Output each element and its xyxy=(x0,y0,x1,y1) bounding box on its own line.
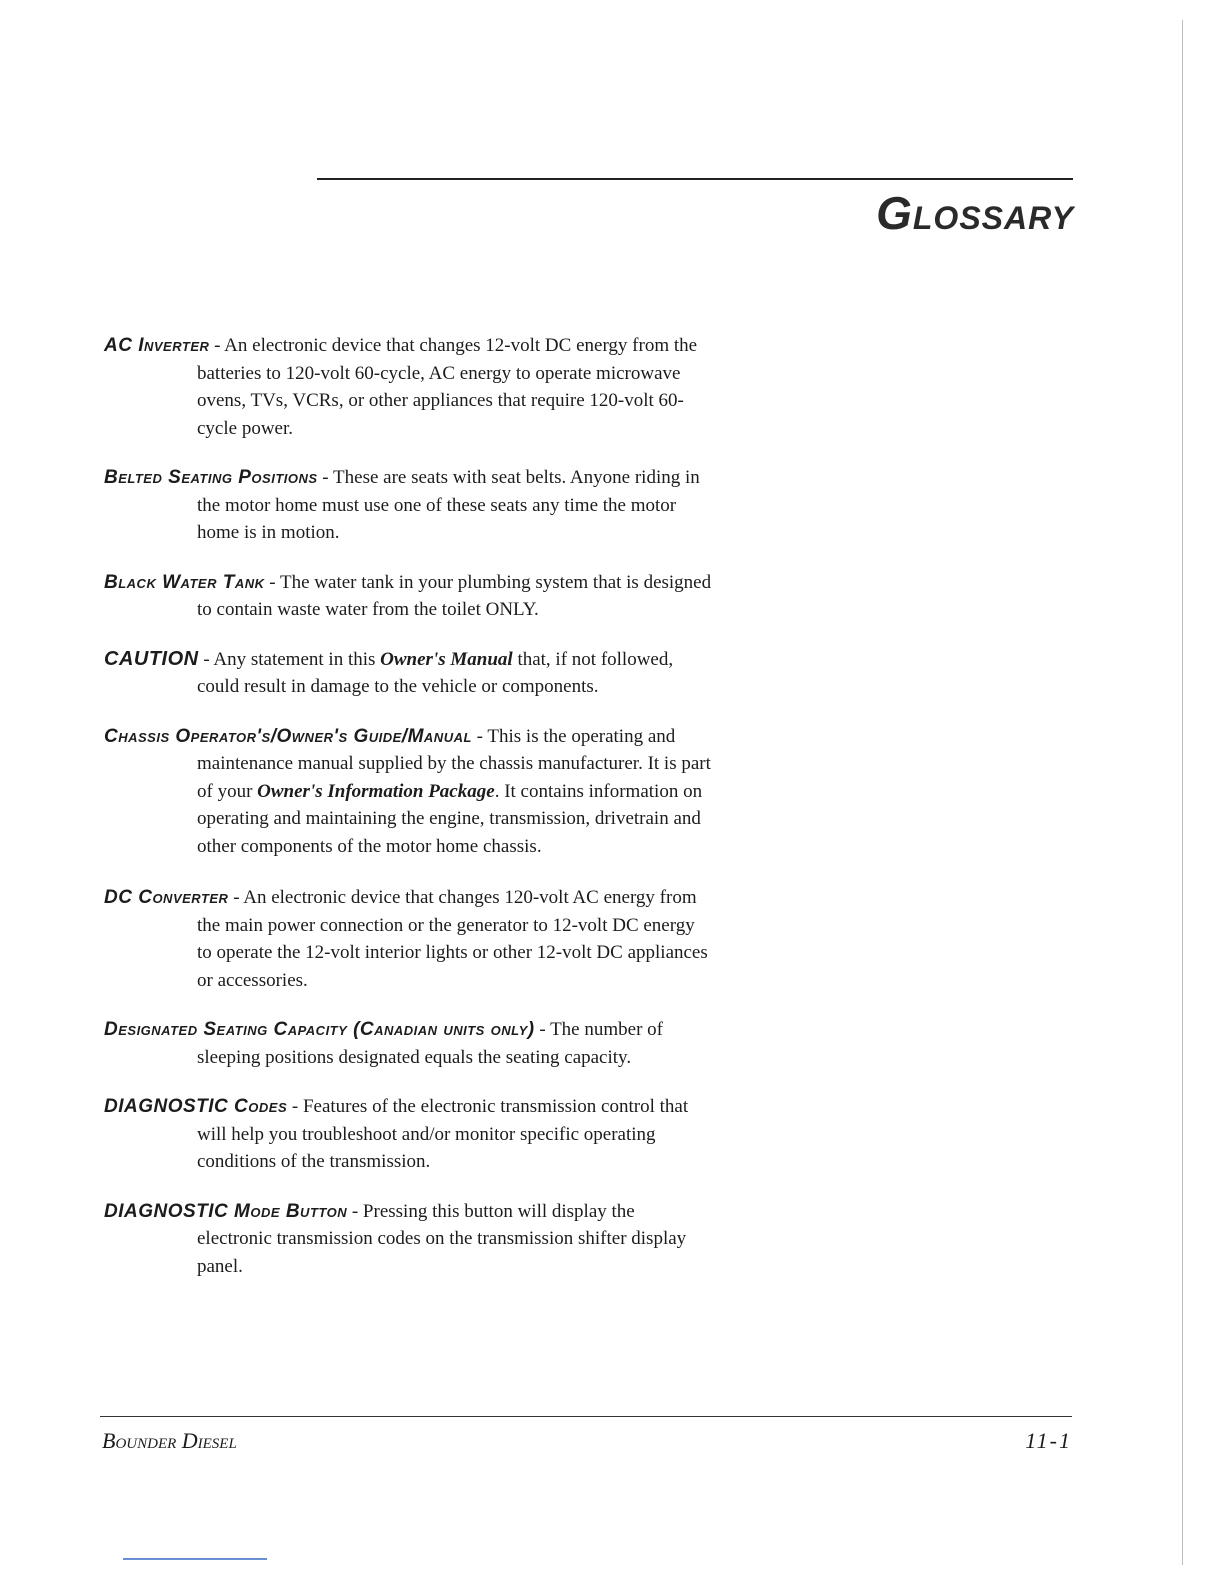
glossary-definition: . It contains information on operating and maintaining the engine, transmission, drivetrain and other components of the motor home chassis. xyxy=(197,780,703,857)
glossary-entry xyxy=(104,1016,714,1071)
title-rule xyxy=(317,178,1073,180)
term-separator: - xyxy=(198,648,214,670)
term-separator: - xyxy=(534,1019,551,1040)
book-title: Owner's Information Package xyxy=(257,780,495,802)
glossary-entry xyxy=(104,723,714,861)
glossary-list xyxy=(104,332,714,1280)
term-separator: - xyxy=(317,467,334,488)
glossary-definition: An electronic device that changes 120-volt AC energy from the main power connection or the generator to 12-volt DC energy to operate the 12-volt interior lights or other 12-volt DC appliances or accessories. xyxy=(197,887,708,991)
glossary-entry xyxy=(104,569,714,624)
footer-manual-name: Bounder Diesel xyxy=(102,1428,237,1453)
glossary-definition: The number of sleeping positions designated equals the seating capacity. xyxy=(197,1019,663,1068)
glossary-definition: These are seats with seat belts. Anyone riding in the motor home must use one of these seats any time the motor home is in motion. xyxy=(197,467,700,543)
glossary-definition: This is the operating and maintenance manual supplied by the chassis manufacturer. It is part of your xyxy=(197,725,711,802)
glossary-entry xyxy=(104,464,714,547)
glossary-definition: Features of the electronic transmission control that will help you troubleshoot and/or monitor specific operating conditions of the transmission. xyxy=(197,1096,689,1172)
glossary-term: Belted Seating Positions xyxy=(104,467,318,488)
glossary-definition: The water tank in your plumbing system that is designed to contain waste water from the toilet ONLY. xyxy=(197,571,712,620)
glossary-term: DIAGNOSTIC Codes xyxy=(104,1096,288,1117)
glossary-definition: Pressing this button will display the electronic transmission codes on the transmission shifter display panel. xyxy=(197,1200,687,1277)
glossary-term: DC Converter xyxy=(104,887,229,908)
glossary-entry xyxy=(104,332,714,442)
glossary-definition: Any statement in this xyxy=(213,648,381,670)
glossary-definition: An electronic device that changes 12-volt DC energy from the batteries to 120-volt 60-cycle, AC energy to operate microwave ovens, TVs, VCRs, or other appliances that require 120-volt 60-cycle power. xyxy=(197,335,698,439)
term-separator: - xyxy=(228,887,244,908)
book-title: Owner's Manual xyxy=(380,648,513,670)
glossary-entry xyxy=(104,884,714,994)
glossary-term: CAUTION xyxy=(104,647,199,670)
glossary-entry xyxy=(104,1198,714,1281)
scan-mark xyxy=(123,1558,267,1560)
footer-page-number: 11-1 xyxy=(1025,1428,1072,1453)
term-separator: - xyxy=(347,1200,363,1222)
scan-edge-line xyxy=(1182,20,1183,1565)
glossary-term: AC Inverter xyxy=(104,335,210,356)
term-separator: - xyxy=(287,1096,303,1117)
glossary-term: Black Water Tank xyxy=(104,571,265,593)
term-separator: - xyxy=(209,335,225,356)
page-title: Glossary xyxy=(876,187,1074,239)
glossary-term: Chassis Operator's/Owner's Guide/Manual xyxy=(104,725,472,747)
glossary-definition: that, if not followed, could result in damage to the vehicle or components. xyxy=(197,648,674,697)
term-separator: - xyxy=(264,571,280,593)
term-separator: - xyxy=(471,725,488,747)
footer-rule xyxy=(100,1416,1072,1417)
glossary-entry xyxy=(104,646,714,701)
glossary-term: DIAGNOSTIC Mode Button xyxy=(104,1200,348,1222)
glossary-entry xyxy=(104,1093,714,1176)
glossary-term: Designated Seating Capacity (Canadian units only) xyxy=(104,1019,535,1040)
